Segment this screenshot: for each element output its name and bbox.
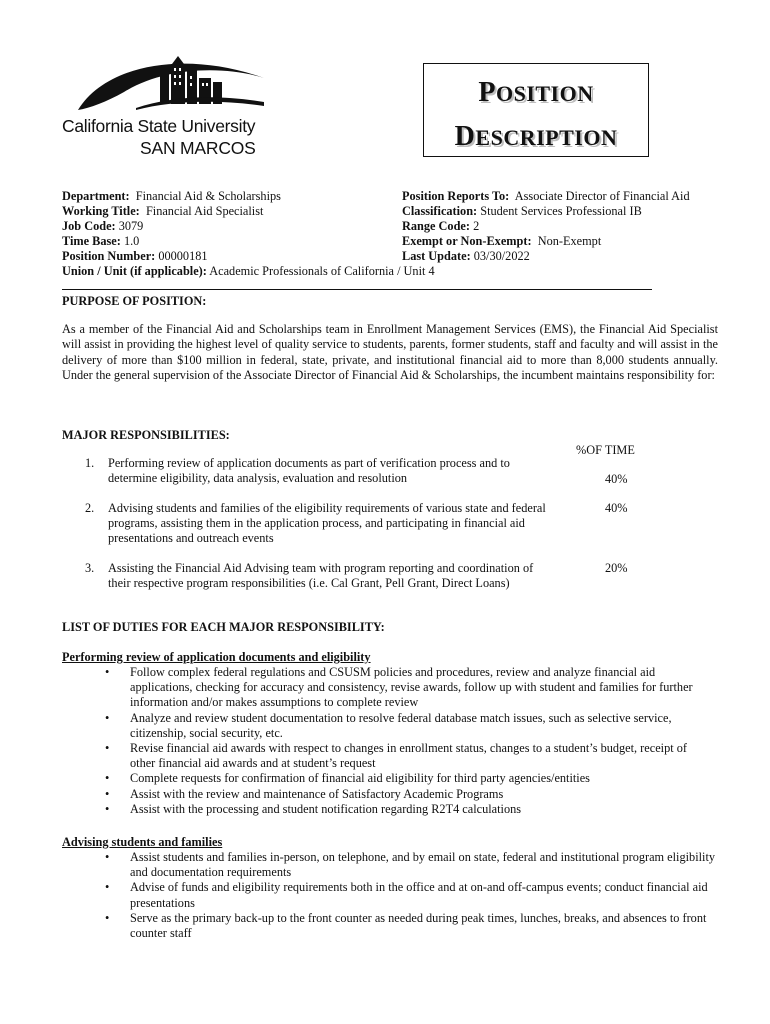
logo-campus-name: SAN MARCOS (140, 138, 256, 158)
bullet-icon: • (105, 771, 110, 786)
title-rest-description: ESCRIPTION (475, 125, 618, 150)
duty-list-item: • Assist students and families in-person, on telephone, and by email on state, federal and institutional program eligibility and documentation requirements (105, 850, 716, 880)
bullet-icon: • (105, 786, 110, 801)
meta-position-number: Position Number: 00000181 (62, 249, 208, 263)
duty-list-item: • Advise of funds and eligibility requirements both in the office and at on-and off-campus events; conduct financial aid presentations (105, 880, 708, 910)
title-line-description (424, 121, 648, 153)
bullet-icon: • (105, 910, 110, 925)
responsibility-number: 1. (85, 456, 95, 470)
responsibility-number: 2. (85, 501, 95, 515)
major-responsibilities-heading: MAJOR RESPONSIBILITIES: (62, 428, 230, 442)
bullet-icon: • (105, 801, 110, 816)
meta-last-update: Last Update: 03/30/2022 (402, 249, 530, 263)
purpose-text: As a member of the Financial Aid and Scholarships team in Enrollment Management Services (EMS), the Financial Aid Specialist will assist in providing the highest level of quality service to students, parents, former students, staff and faculty and will assist in the delivery of more than $100 million in federal, state, private, and institutional financial aid to more than 8,000 students annually. Under the general supervision of the Associate Director of Financial Aid & Scholarships, the incumbent maintains responsibility for: (62, 322, 718, 382)
duties-section-title: Performing review of application documents and eligibility (62, 650, 371, 664)
meta-union-unit: Union / Unit (if applicable): Academic Professionals of California / Unit 4 (62, 264, 435, 278)
bullet-icon: • (105, 850, 110, 864)
section-divider (62, 289, 652, 290)
purpose-heading: PURPOSE OF POSITION: (62, 294, 207, 308)
title-initial-d: D (454, 121, 476, 152)
meta-left-column (62, 189, 435, 279)
meta-exempt-status: Exempt or Non-Exempt: Non-Exempt (402, 234, 602, 248)
meta-department: Department: Financial Aid & Scholarships (62, 189, 281, 203)
university-logo (58, 52, 280, 160)
responsibility-percent: 40% (605, 501, 628, 515)
logo-university-name: California State University (62, 116, 256, 136)
title-line-position (424, 77, 648, 109)
document-title-box (423, 63, 649, 157)
responsibility-percent: 20% (605, 561, 628, 575)
campus-skyline-icon (76, 52, 266, 114)
duties-section-title: Advising students and families (62, 835, 223, 849)
meta-reports-to: Position Reports To: Associate Director of Financial Aid (402, 189, 690, 203)
bullet-icon: • (105, 710, 110, 725)
duty-list-item: • Analyze and review student documentation to resolve federal database match issues, such as selective service, citizenship, social security, etc. (105, 710, 672, 740)
meta-right-column (402, 189, 690, 264)
duty-list-item: • Assist with the review and maintenance of Satisfactory Academic Programs (105, 786, 504, 801)
title-initial-p: P (478, 77, 496, 108)
duty-list-item: • Complete requests for confirmation of financial aid eligibility for third party agencies/entities (105, 771, 590, 786)
responsibility-text: Assisting the Financial Aid Advising team with program reporting and coordination of their respective program responsibilities (i.e. Cal Grant, Pell Grant, Direct Loans) (108, 561, 534, 591)
bullet-icon: • (105, 665, 110, 679)
responsibility-text: Advising students and families of the eligibility requirements of various state and federal programs, assisting them in the application process, and participating in financial aid presentations and outreach events (108, 501, 546, 546)
responsibility-text: Performing review of application documents as part of verification process and to determine eligibility, data analysis, evaluation and resolution (108, 456, 510, 486)
meta-working-title: Working Title: Financial Aid Specialist (62, 204, 264, 218)
meta-range-code: Range Code: 2 (402, 219, 480, 233)
title-rest-position: OSITION (495, 81, 594, 106)
duties-bullet-list (105, 665, 715, 817)
responsibility-number: 3. (85, 561, 95, 575)
bullet-icon: • (105, 741, 110, 756)
duty-list-item: • Follow complex federal regulations and CSUSM policies and procedures, review and analyze financial aid applications, checking for accuracy and consistency, revise awards, follow up with student and families for further information and/or makes assumptions to complete review (105, 665, 693, 710)
responsibility-percent: 40% (605, 472, 628, 486)
bullet-icon: • (105, 880, 110, 895)
meta-time-base: Time Base: 1.0 (62, 234, 140, 248)
meta-classification: Classification: Student Services Professional IB (402, 204, 642, 218)
meta-job-code: Job Code: 3079 (62, 219, 144, 233)
duties-heading: LIST OF DUTIES FOR EACH MAJOR RESPONSIBILITY: (62, 620, 385, 634)
duty-list-item: • Revise financial aid awards with respect to changes in enrollment status, changes to a student’s budget, receipt of other financial aid awards and at student’s request (105, 741, 687, 771)
duties-bullet-list (105, 850, 715, 941)
duty-list-item: • Serve as the primary back-up to the front counter as needed during peak times, lunches, breaks, and absences to front counter staff (105, 910, 707, 941)
duty-list-item: • Assist with the processing and student notification regarding R2T4 calculations (105, 801, 522, 816)
percent-time-header: %OF TIME (576, 443, 635, 457)
